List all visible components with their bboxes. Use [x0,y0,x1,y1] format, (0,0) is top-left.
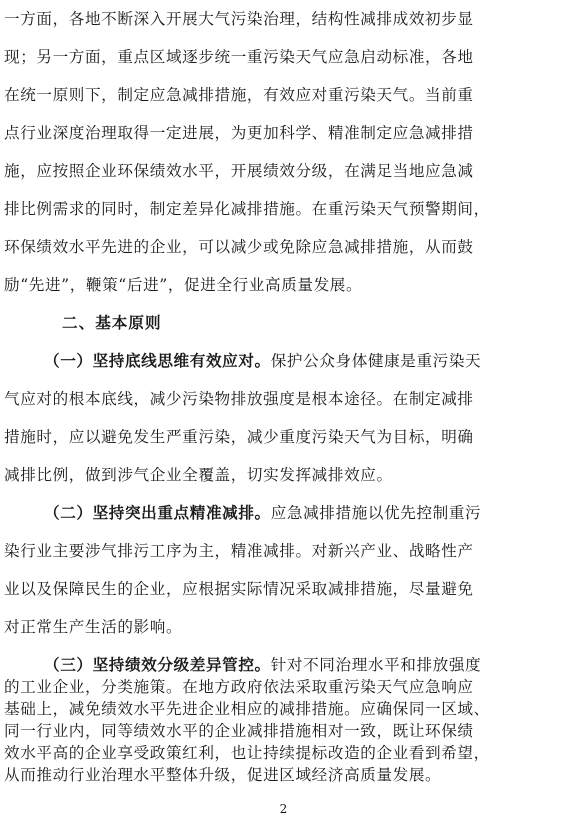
intro-line-4: 点行业深度治理取得一定进展，为更加科学、精准制定应急减排措 [4,124,474,142]
intro-line-5: 施，应按照企业环保绩效水平，开展绩效分级，在满足当地应急减 [4,162,474,180]
section-heading: 二、基本原则 [62,314,162,332]
principle-3-line-5: 效水平高的企业享受政策红利，也让持续提标改造的企业看到希望， [4,744,490,762]
principle-2-line-3: 业以及保障民生的企业，应根据实际情况采取减排措施，尽量避免 [4,580,474,598]
principle-3-line-3: 基础上，减免绩效水平先进企业相应的减排措施。应确保同一区域、 [4,700,490,718]
principle-2-first-line [0,503,567,523]
principle-1-line-4: 减排比例，做到涉气企业全覆盖，切实发挥减排效应。 [4,466,393,484]
principle-2-line-4: 对正常生产生活的影响。 [4,618,183,636]
principle-1-line-3: 措施时，应以避免发生严重污染，减少重度污染天气为目标，明确 [4,428,474,446]
intro-line-7: 环保绩效水平先进的企业，可以减少或免除应急减排措施，从而鼓 [4,238,474,256]
principle-3-first-line-rest: 针对不同治理水平和排放强度 [270,656,482,674]
intro-line-2: 现；另一方面，重点区域逐步统一重污染天气应急启动标准，各地 [4,48,474,66]
principle-2-label: （二）坚持突出重点精准减排。 [44,504,271,522]
principle-3-line-2: 的工业企业，分类施策。在地方政府依法采取重污染天气应急响应 [4,678,474,696]
principle-3-label: （三）坚持绩效分级差异管控。 [44,656,271,674]
principle-1-first-line [0,351,567,371]
intro-line-1: 一方面，各地不断深入开展大气污染治理，结构性减排成效初步显 [4,10,474,28]
principle-2-first-line-rest: 应急减排措施以优先控制重污 [270,504,482,522]
page-number: 2 [279,802,288,816]
intro-line-3: 在统一原则下，制定应急减排措施，有效应对重污染天气。当前重 [4,86,474,104]
principle-1-label: （一）坚持底线思维有效应对。 [44,352,271,370]
intro-line-8: 励“先进”，鞭策“后进”，促进全行业高质量发展。 [4,276,363,294]
principle-1-line-2: 气应对的根本底线，减少污染物排放强度是根本途径。在制定减排 [4,390,474,408]
principle-3-line-6: 从而推动行业治理水平整体升级，促进区域经济高质量发展。 [4,766,442,784]
intro-line-6: 排比例需求的同时，制定差异化减排措施。在重污染天气预警期间， [4,200,490,218]
principle-1-first-line-rest: 保护公众身体健康是重污染天 [270,352,482,370]
principle-3-first-line [0,655,567,675]
principle-3-line-4: 同一行业内，同等绩效水平的企业减排措施相对一致，既让环保绩 [4,722,474,740]
principle-2-line-2: 染行业主要涉气排污工序为主，精准减排。对新兴产业、战略性产 [4,542,474,560]
